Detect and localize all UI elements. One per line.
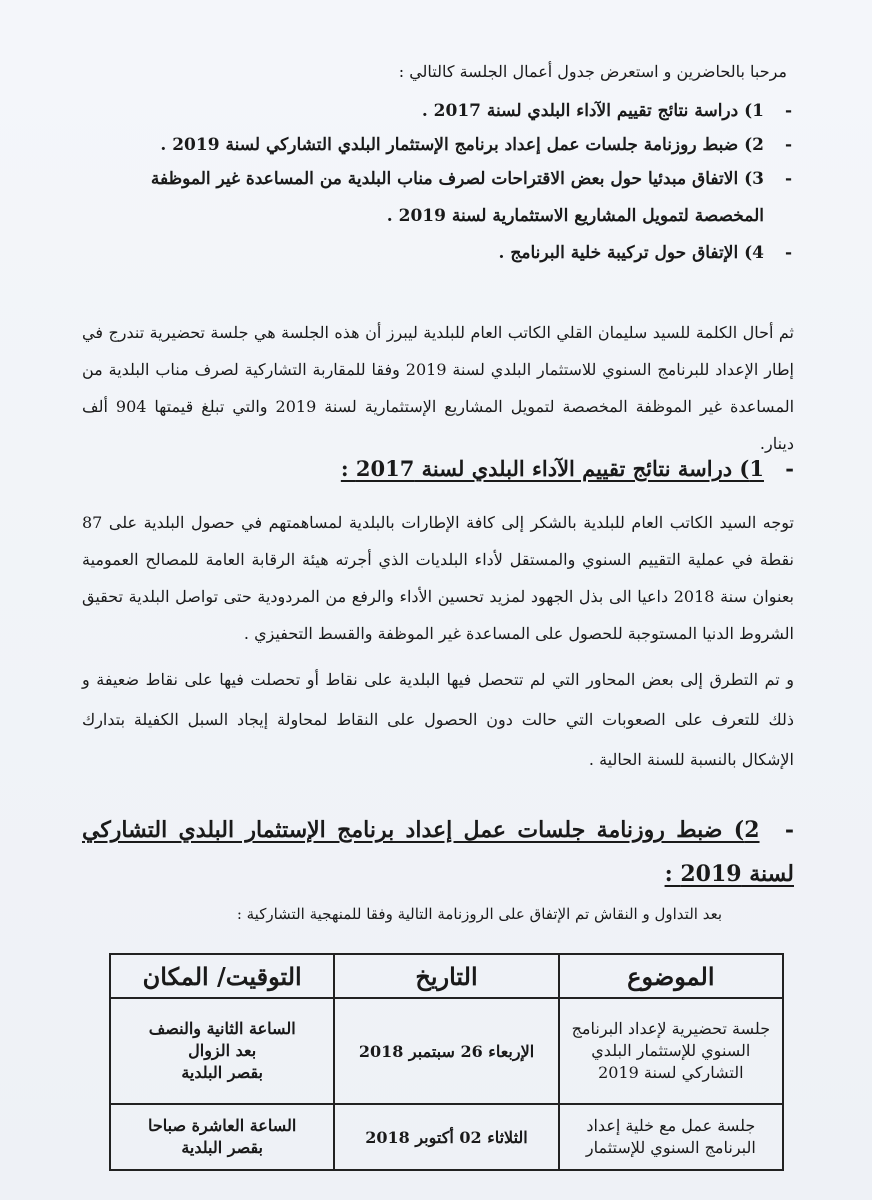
heading-dash: - bbox=[785, 456, 794, 481]
cell-time-place bbox=[110, 998, 334, 1104]
paragraph-secretary-intro: ثم أحال الكلمة للسيد سليمان القلي الكاتب العام للبلدية ليبرز أن هذه الجلسة هي جلسة تحضيرية تندرج في إطار الإعداد للبرنامج السنوي للاستثمار البلدي لسنة 2019 وفقا للمقاربة التشاركية لصرف مناب البلدية من المساعدة غير الموظفة المخصصة لتمويل المشاريع الإستثمارية لسنة 2019 والتي تبلغ قيمتها 904 ألف دينار. bbox=[82, 323, 795, 453]
section-heading-2 bbox=[82, 808, 794, 896]
time-line: بعد الزوال bbox=[188, 1041, 257, 1060]
agenda-item bbox=[60, 128, 792, 162]
heading-dash: - bbox=[784, 817, 794, 843]
list-dash: - bbox=[784, 169, 792, 189]
time-line: الساعة العاشرة صباحا bbox=[148, 1116, 297, 1135]
agenda-item-text: 3) الاتفاق مبدئيا حول بعض الاقتراحات لصرف مناب البلدية من المساعدة غير الموظفة bbox=[150, 169, 764, 189]
column-header-subject: الموضوع bbox=[559, 954, 783, 998]
place-line: بقصر البلدية bbox=[181, 1138, 264, 1157]
column-header-date: التاريخ bbox=[334, 954, 558, 998]
agenda-list bbox=[60, 94, 792, 270]
cell-date: الثلاثاء 02 أكتوبر 2018 bbox=[334, 1104, 558, 1170]
table-row bbox=[110, 1104, 783, 1170]
time-line: الساعة الثانية والنصف bbox=[148, 1019, 296, 1038]
column-header-time-place: التوقيت/ المكان bbox=[110, 954, 334, 998]
paragraph-evaluation: توجه السيد الكاتب العام للبلدية بالشكر إلى كافة الإطارات بالبلدية لمساهمتهم في حصول البلدية على 87 نقطة في عملية التقييم السنوي والمستقل لأداء البلديات الذي أجرته هيئة الرقابة العامة للمصالح العمومية بعنوان سنة 2018 داعيا الى بذل الجهود لمزيد تحسين الأداء والرفع من المردودية حتى تواصل البلدية تحقيق الشروط الدنيا المستوجبة للحصول على المساعدة غير الموظفة والقسط التحفيزي . bbox=[82, 513, 794, 643]
agenda-item-text: 1) دراسة نتائج تقييم الآداء البلدي لسنة 2017 . bbox=[421, 101, 764, 121]
place-line: بقصر البلدية bbox=[181, 1063, 264, 1082]
list-dash: - bbox=[784, 243, 792, 263]
agenda-item bbox=[60, 94, 792, 128]
cell-subject: جلسة عمل مع خلية إعداد البرنامج السنوي للإستثمار bbox=[559, 1104, 783, 1170]
agenda-item-text: 4) الإتفاق حول تركيبة خلية البرنامج . bbox=[498, 243, 764, 263]
agenda-item-text: 2) ضبط روزنامة جلسات عمل إعداد برنامج الإستثمار البلدي التشاركي لسنة 2019 . bbox=[160, 135, 764, 155]
paragraph-schedule-intro: بعد التداول و النقاش تم الإتفاق على الروزنامة التالية وفقا للمنهجية التشاركية : bbox=[236, 905, 722, 923]
table-row bbox=[110, 998, 783, 1104]
agenda-item bbox=[60, 236, 792, 270]
list-dash: - bbox=[784, 135, 792, 155]
section-heading-1 bbox=[60, 456, 794, 481]
schedule-table bbox=[109, 953, 784, 1171]
cell-time-place bbox=[110, 1104, 334, 1170]
paragraph-weak-points: و تم التطرق إلى بعض المحاور التي لم تتحصل فيها البلدية على نقاط أو تحصلت فيها على نقاط ضعيفة و ذلك للتعرف على الصعوبات التي حالت دون الحصول على النقاط لمحاولة إيجاد السبل الكفيلة بتدارك الإشكال بالنسبة للسنة الحالية . bbox=[82, 670, 795, 769]
cell-subject: جلسة تحضيرية لإعداد البرنامج السنوي للإستثمار البلدي التشاركي لسنة 2019 bbox=[559, 998, 783, 1104]
section-title: 1) دراسة نتائج تقييم الآداء البلدي لسنة 2017 : bbox=[340, 456, 764, 481]
intro-text: مرحبا بالحاضرين و استعرض جدول أعمال الجلسة كالتالي : bbox=[398, 62, 787, 81]
agenda-item bbox=[60, 162, 792, 236]
table-header-row bbox=[110, 954, 783, 998]
section-title: 2) ضبط روزنامة جلسات عمل إعداد برنامج الإستثمار البلدي التشاركي لسنة 2019 : bbox=[82, 817, 794, 887]
cell-date: الإربعاء 26 سبتمبر 2018 bbox=[334, 998, 558, 1104]
agenda-item-continuation: المخصصة لتمويل المشاريع الاستثمارية لسنة 2019 . bbox=[386, 206, 764, 226]
list-dash: - bbox=[784, 101, 792, 121]
